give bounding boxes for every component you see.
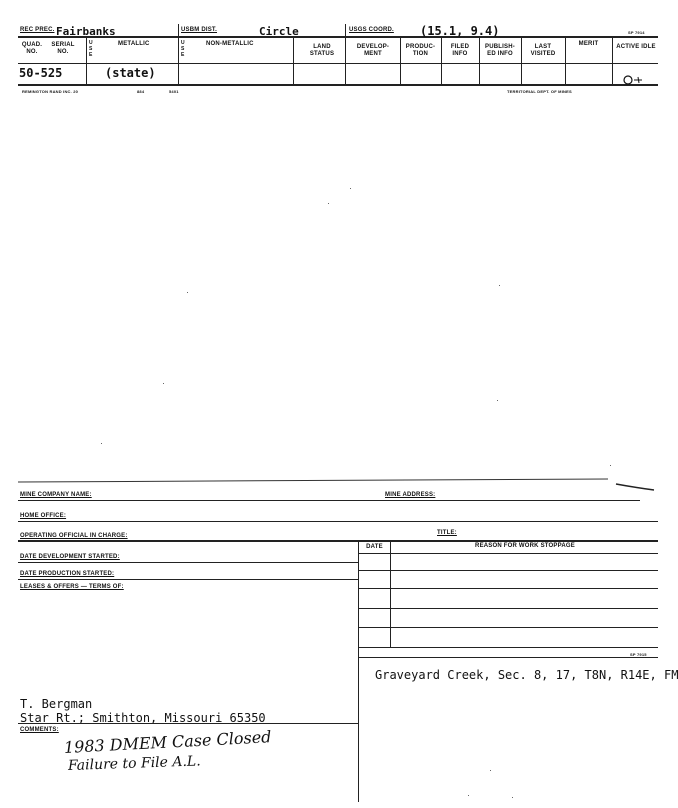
home-office-label: HOME OFFICE: <box>20 513 67 519</box>
header-divider-1 <box>178 24 179 36</box>
stoppage-row-rule <box>358 608 658 609</box>
comments-label: COMMENTS: <box>20 727 59 733</box>
stoppage-row-rule <box>358 570 658 571</box>
col-div-land <box>293 36 294 84</box>
col-filed-info: FILED INFO <box>450 44 470 57</box>
comment-line-2: Failure to File A.L. <box>67 753 201 774</box>
header-form-code: SP 7914 <box>628 30 645 35</box>
col-active-idle: ACTIVE IDLE <box>616 44 656 50</box>
comment-line-1: 1983 DMEM Case Closed <box>63 727 272 757</box>
col-production: PRODUC-TION <box>405 44 436 57</box>
rule-home <box>18 521 658 522</box>
header-footer-left: REMINGTON RAND INC. 20 <box>22 89 79 94</box>
stoppage-left-border <box>358 540 359 802</box>
col-div-active <box>612 36 613 84</box>
col-serial-no: SERIAL NO. <box>51 42 75 55</box>
quad-serial-value: 50-525 <box>19 66 63 80</box>
col-last-visited: LAST VISITED <box>530 44 556 57</box>
owner-address: Star Rt.; Smithton, Missouri 65350 <box>20 711 266 725</box>
col-div-prod <box>400 36 401 84</box>
rule-company <box>18 500 640 501</box>
stoppage-row-rule <box>358 588 658 589</box>
mine-company-label: MINE COMPANY NAME: <box>20 492 92 498</box>
col-div-use-b <box>178 36 179 84</box>
header-mid-rule <box>18 63 658 64</box>
usbm-dist-label: USBM DIST. <box>181 27 218 33</box>
col-use-b: USE <box>181 40 185 58</box>
header-footer-right: TERRITORIAL DEPT. OF MINES <box>507 89 572 94</box>
col-use-a: USE <box>89 40 93 58</box>
col-published-info: PUBLISH-ED INFO <box>485 44 515 57</box>
speck <box>499 285 500 286</box>
col-development: DEVELOP-MENT <box>356 44 390 57</box>
col-merit: MERIT <box>578 41 599 47</box>
speck <box>350 188 351 189</box>
stoppage-head-rule <box>358 553 658 554</box>
col-div-merit <box>565 36 566 84</box>
col-div-pub <box>479 36 480 84</box>
col-div-filed <box>441 36 442 84</box>
stoppage-reason-label: REASON FOR WORK STOPPAGE <box>475 543 575 549</box>
header-bottom-rule <box>18 84 658 86</box>
date-production-label: DATE PRODUCTION STARTED: <box>20 571 115 577</box>
col-non-metallic: NON-METALLIC <box>206 41 254 47</box>
header-footer-num1: 884 <box>137 89 145 94</box>
speck <box>187 292 188 293</box>
usgs-coord-value: (15.1, 9.4) <box>420 24 500 38</box>
stoppage-date-label: DATE <box>366 544 383 550</box>
mine-address-label: MINE ADDRESS: <box>385 492 436 498</box>
leases-offers-label: LEASES & OFFERS — TERMS OF: <box>20 584 124 590</box>
location-text: Graveyard Creek, Sec. 8, 17, T8N, R14E, FM <box>375 668 678 682</box>
col-quad-no: QUAD. NO. <box>21 42 43 55</box>
speck <box>163 383 164 384</box>
header-divider-2 <box>345 24 346 36</box>
owner-name: T. Bergman <box>20 697 93 711</box>
rec-prec-value: Fairbanks <box>56 25 116 38</box>
speck <box>610 465 611 466</box>
stoppage-row-rule <box>358 647 658 648</box>
card-top-edge <box>18 476 678 496</box>
col-div-last <box>521 36 522 84</box>
rule-dev <box>18 562 358 563</box>
stoppage-row-rule <box>358 627 658 628</box>
title-label: TITLE: <box>437 530 457 536</box>
card-form-code: SP 7915 <box>630 652 647 657</box>
usgs-coord-label: USGS COORD. <box>349 27 394 33</box>
speck <box>468 795 469 796</box>
rule-official <box>18 540 658 542</box>
speck <box>497 400 498 401</box>
operating-official-label: OPERATING OFFICIAL IN CHARGE: <box>20 533 128 539</box>
col-land-status: LAND STATUS <box>309 44 335 57</box>
stoppage-date-divider <box>390 540 391 648</box>
metallic-value: (state) <box>105 66 156 80</box>
date-development-label: DATE DEVELOPMENT STARTED: <box>20 554 120 560</box>
speck <box>101 443 102 444</box>
speck <box>490 770 491 771</box>
speck <box>328 203 329 204</box>
rule-prod <box>18 579 358 580</box>
rule-owner <box>18 723 358 724</box>
rec-prec-label: REC PREC. <box>20 27 55 33</box>
col-metallic: METALLIC <box>118 41 150 47</box>
circle-mark-icon <box>622 74 652 86</box>
stoppage-bottom-rule <box>358 657 658 658</box>
speck <box>512 797 513 798</box>
header-footer-num2: 5401 <box>169 89 179 94</box>
col-div-use-a <box>86 36 87 84</box>
col-div-dev <box>345 36 346 84</box>
usbm-dist-value: Circle <box>259 25 299 38</box>
